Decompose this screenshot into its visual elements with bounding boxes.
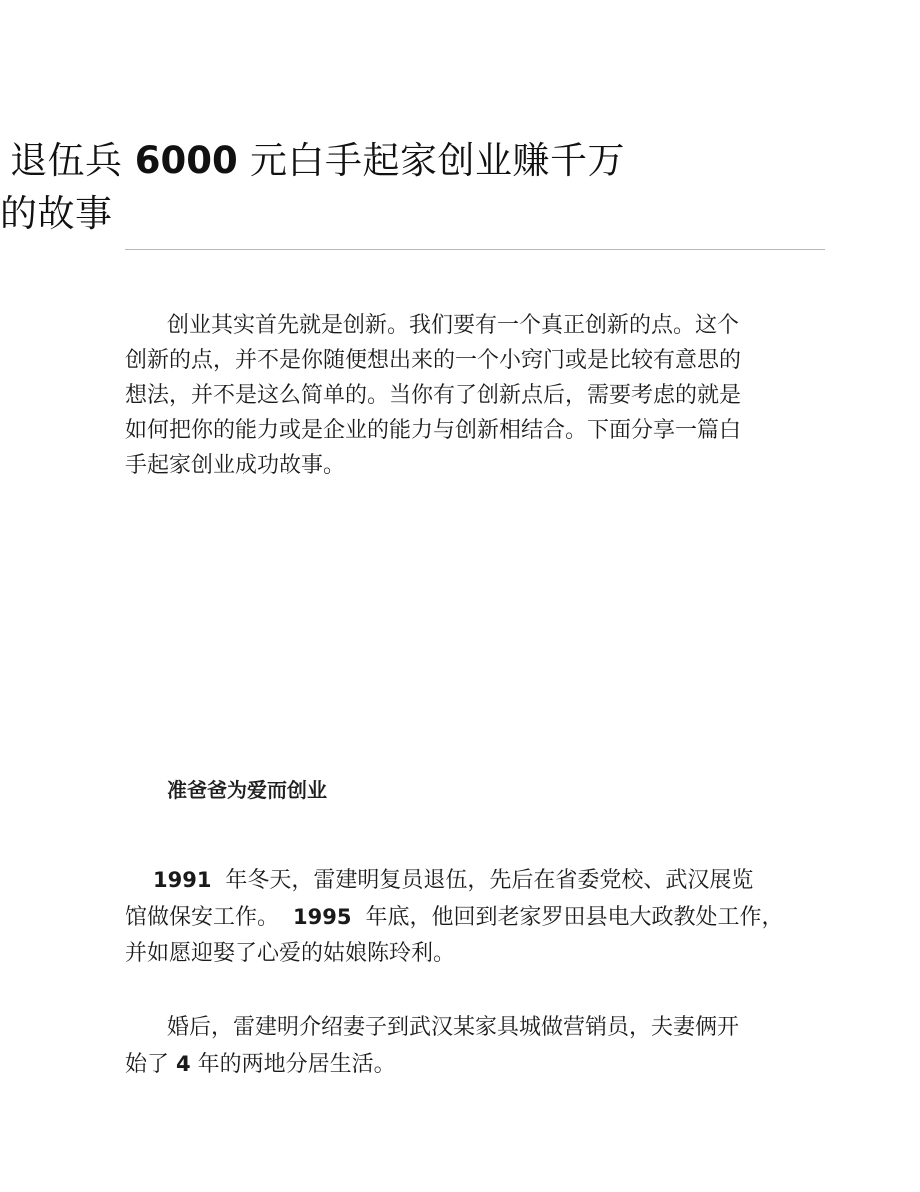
text-line: 想法，并不是这么简单的。当你有了创新点后，需要考虑的就是 [125,383,742,408]
text-line: 创业其实首先就是创新。我们要有一个真正创新的点。这个 [125,313,739,338]
text-line: 并如愿迎娶了心爱的姑娘陈玲利。 [125,941,456,966]
numeral: 6000 [134,139,238,182]
title-divider [125,249,825,250]
numeral: 4 [176,1052,191,1076]
text-line: 如何把你的能力或是企业的能力与创新相结合。下面分享一篇白 [125,418,742,443]
text-line: 婚后，雷建明介绍妻子到武汉某家具城做营销员，夫妻俩开 [125,1015,739,1040]
text-line: 始了 4 年的两地分居生活。 [125,1052,396,1077]
numeral: 1995 [293,905,352,929]
text-line: 手起家创业成功故事。 [125,453,346,478]
paragraph-body-2 [125,1010,825,1083]
page-title [0,0,920,240]
text-line: 1991 年冬天，雷建明复员退伍，先后在省委党校、武汉展览 [152,868,754,893]
paragraph-intro [125,308,825,483]
title-line-1: 退伍兵 6000 元白手起家创业赚千万 [10,139,626,182]
numeral: 1991 [152,868,212,892]
text-line: 创新的点，并不是你随便想出来的一个小窍门或是比较有意思的 [125,348,742,373]
section-subheading: 准爸爸为爱而创业 [167,778,327,802]
text-line: 馆做保安工作。 1995 年底，他回到老家罗田县电大政教处工作， [125,905,784,930]
paragraph-body-1 [125,862,825,972]
title-line-2: 的故事 [0,192,113,235]
